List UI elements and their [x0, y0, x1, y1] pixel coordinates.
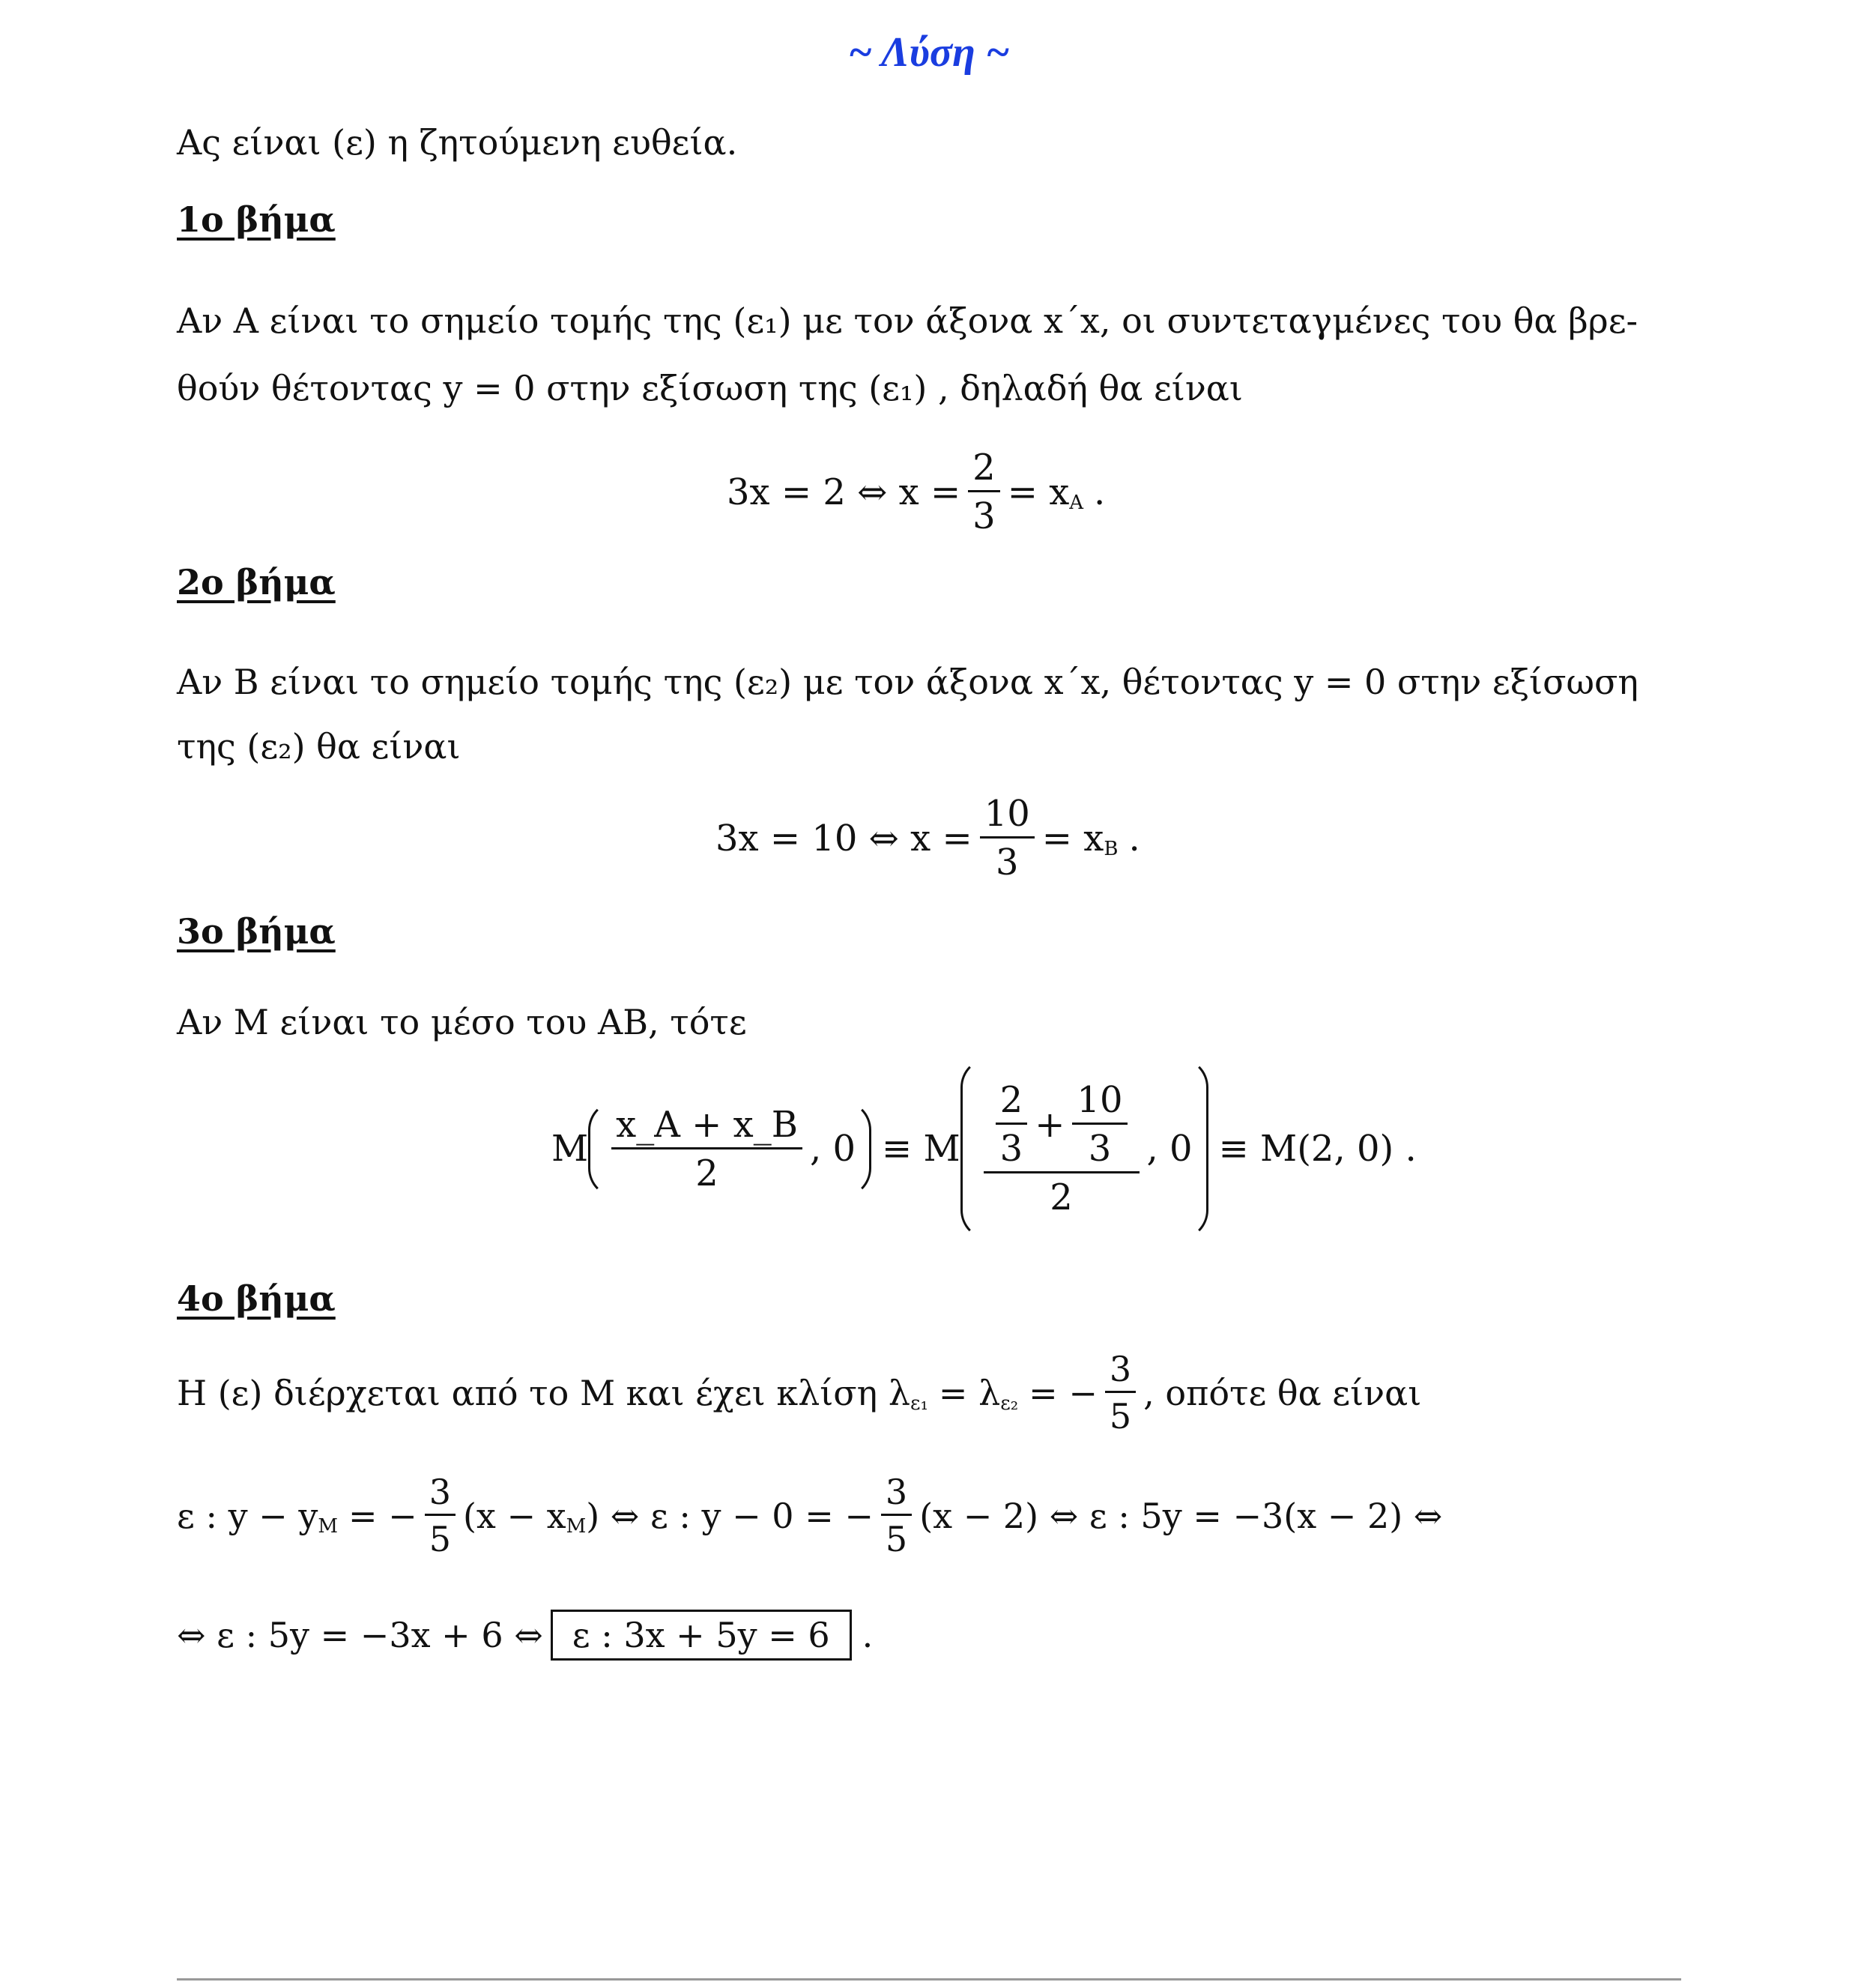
text: , οπότε θα είναι: [1143, 1372, 1422, 1413]
step4-line1: [177, 1349, 1422, 1436]
fraction-denominator: 3: [1088, 1128, 1112, 1170]
result: ≡ M(2, 0) .: [1218, 1128, 1417, 1170]
text: (x − 2) ⇔ ε : 5y = −3(x − 2) ⇔: [919, 1495, 1443, 1536]
fraction: [611, 1103, 802, 1194]
step2-heading: 2ο βήμα: [177, 562, 336, 602]
step2-equation: [715, 793, 1140, 883]
subscript: M: [566, 1514, 587, 1538]
eq-left: 3x = 10 ⇔ x =: [715, 817, 972, 859]
text: = −: [348, 1495, 417, 1536]
step3-equation: [551, 1055, 1417, 1242]
fraction-numerator: 3: [1105, 1352, 1136, 1393]
text: (x − x: [462, 1495, 566, 1536]
step3-line1: Αν Μ είναι το μέσο του ΑΒ, τότε: [177, 1002, 747, 1042]
subscript: ε₂: [1000, 1392, 1019, 1415]
compound-fraction: [984, 1079, 1140, 1218]
fraction-denominator: 3: [999, 1128, 1023, 1170]
fraction-denominator: 5: [429, 1519, 451, 1559]
fraction: [425, 1472, 456, 1559]
fraction: [968, 447, 1000, 537]
text: ε : y − y: [177, 1495, 318, 1536]
zero-coordinate: , 0: [809, 1128, 856, 1170]
step2-line1: Αν Β είναι το σημείο τομής της (ε₂) με τον άξονα x΄x, θέτοντας y = 0 στην εξίσωση: [177, 662, 1638, 702]
text: = −: [1029, 1372, 1098, 1413]
step4-heading: 4ο βήμα: [177, 1278, 336, 1319]
fraction-numerator: x_A + x_B: [611, 1107, 802, 1149]
step1-line1: Αν Α είναι το σημείο τομής της (ε₁) με τον άξονα x΄x, οι συντεταγμένες του θα βρε-: [177, 300, 1638, 341]
subscript: ε₁: [910, 1392, 928, 1415]
step3-heading: 3ο βήμα: [177, 911, 336, 952]
text: ) ⇔ ε : y − 0 = −: [586, 1495, 874, 1536]
eq-right: = x: [1041, 817, 1104, 859]
fraction: [996, 1079, 1028, 1170]
eq-end: .: [1094, 471, 1106, 513]
subscript: M: [318, 1514, 338, 1538]
fraction-numerator: 2: [996, 1082, 1028, 1125]
zero-coordinate: , 0: [1146, 1128, 1193, 1170]
text: ⇔ ε : 5y = −3x + 6 ⇔: [177, 1615, 543, 1655]
page-footer-rule: [177, 1978, 1681, 1981]
fraction-denominator: 3: [972, 495, 996, 537]
fraction-denominator: 5: [1109, 1396, 1132, 1436]
fraction: [980, 793, 1035, 883]
boxed-answer: ε : 3x + 5y = 6: [551, 1610, 852, 1661]
fraction-denominator: 2: [1050, 1176, 1073, 1218]
step2-line2: της (ε₂) θα είναι: [177, 726, 461, 767]
text: .: [862, 1615, 874, 1655]
step4-equation2: [177, 1610, 873, 1661]
step1-equation: [727, 447, 1106, 537]
fraction: [881, 1472, 912, 1559]
fraction-numerator: 10: [1072, 1082, 1127, 1125]
eq-left: 3x = 2 ⇔ x =: [727, 471, 961, 513]
subscript: B: [1104, 837, 1119, 860]
fraction-denominator: 3: [995, 842, 1019, 883]
intro-text: Ας είναι (ε) η ζητούμενη ευθεία.: [177, 122, 738, 163]
fraction: [1105, 1349, 1136, 1436]
step1-heading: 1ο βήμα: [177, 199, 336, 240]
subscript: A: [1069, 491, 1084, 514]
text: Η (ε) διέρχεται από το Μ και έχει κλίση λ: [177, 1372, 911, 1413]
point-m: M: [551, 1128, 589, 1170]
eq-right: = x: [1007, 471, 1070, 513]
plus-sign: +: [1035, 1103, 1065, 1146]
fraction-numerator: 3: [881, 1475, 912, 1516]
step1-line2: θούν θέτοντας y = 0 στην εξίσωση της (ε₁) , δηλαδή θα είναι: [177, 368, 1243, 408]
text: = λ: [938, 1372, 1001, 1413]
fraction-denominator: 5: [885, 1519, 908, 1559]
eq-end: .: [1128, 817, 1140, 859]
fraction-numerator: 3: [425, 1475, 456, 1516]
solution-title: ~ Λύση ~: [848, 29, 1010, 76]
step4-equation1: [177, 1472, 1443, 1559]
equivalence: ≡ M: [882, 1128, 960, 1170]
fraction-numerator: 2: [968, 450, 1000, 492]
parenthesis-group: [588, 1100, 871, 1198]
parenthesis-group: [960, 1057, 1208, 1240]
fraction-numerator: 10: [980, 796, 1035, 839]
fraction: [1072, 1079, 1127, 1170]
fraction-denominator: 2: [695, 1152, 718, 1194]
compound-numerator: [984, 1079, 1140, 1173]
